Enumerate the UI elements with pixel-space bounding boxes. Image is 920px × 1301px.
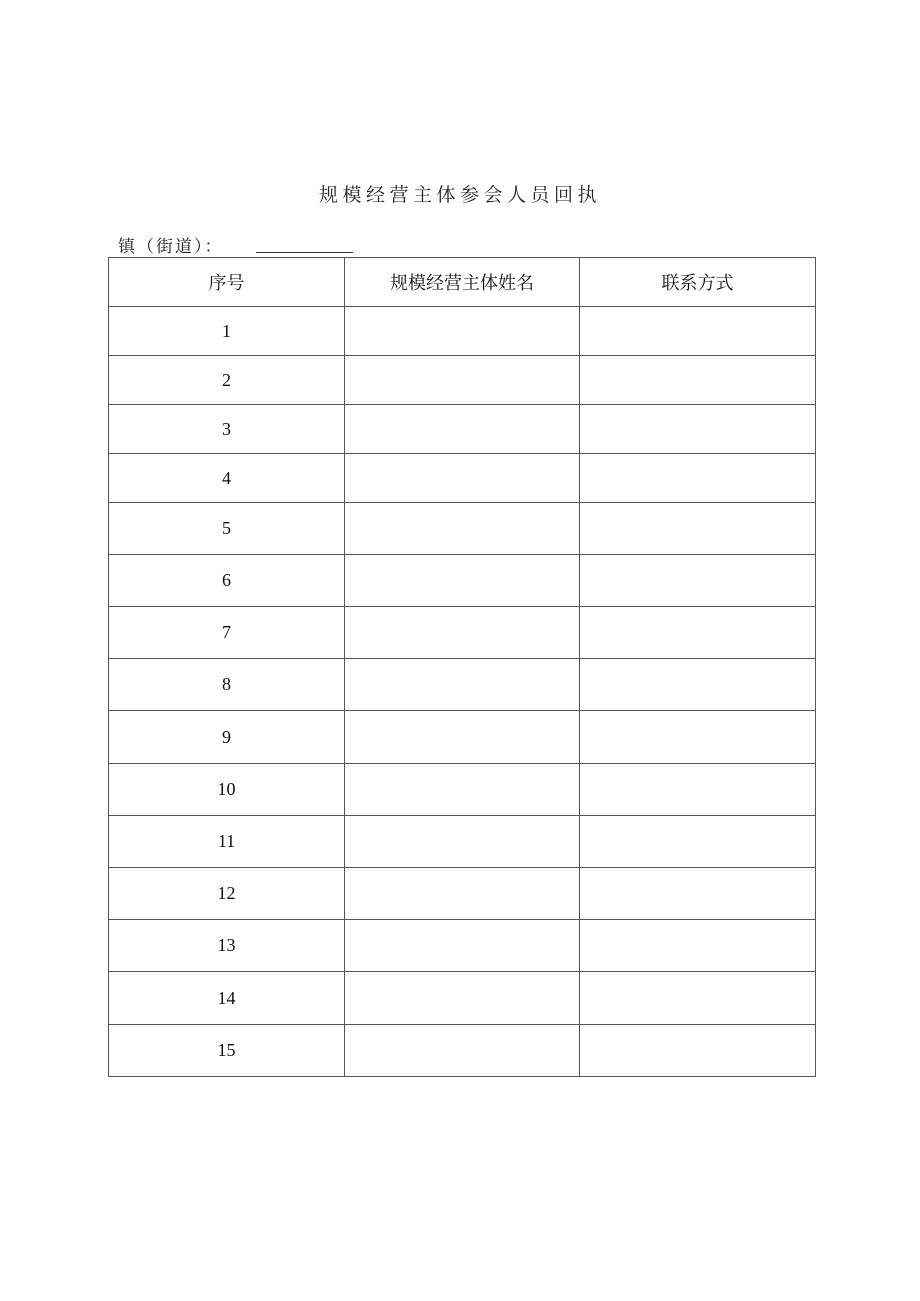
table-row (109, 1025, 816, 1077)
table-row (109, 816, 816, 868)
entity-name-cell[interactable] (345, 868, 580, 920)
table-row (109, 356, 816, 405)
contact-cell[interactable] (580, 1025, 816, 1077)
table-row (109, 659, 816, 711)
row-index: 8 (109, 659, 345, 711)
row-index: 10 (109, 764, 345, 816)
row-index: 4 (109, 454, 345, 503)
contact-cell[interactable] (580, 920, 816, 972)
town-blank-field[interactable] (256, 252, 353, 253)
table-row (109, 454, 816, 503)
header-contact: 联系方式 (580, 258, 816, 307)
contact-cell[interactable] (580, 356, 816, 405)
entity-name-cell[interactable] (345, 405, 580, 454)
entity-name-cell[interactable] (345, 1025, 580, 1077)
contact-cell[interactable] (580, 816, 816, 868)
contact-cell[interactable] (580, 659, 816, 711)
table-row (109, 868, 816, 920)
table-row (109, 711, 816, 764)
table-row (109, 607, 816, 659)
entity-name-cell[interactable] (345, 356, 580, 405)
entity-name-cell[interactable] (345, 711, 580, 764)
table-row (109, 307, 816, 356)
entity-name-cell[interactable] (345, 920, 580, 972)
entity-name-cell[interactable] (345, 307, 580, 356)
row-index: 12 (109, 868, 345, 920)
row-index: 7 (109, 607, 345, 659)
table-row (109, 405, 816, 454)
contact-cell[interactable] (580, 972, 816, 1025)
header-entity-name: 规模经营主体姓名 (345, 258, 580, 307)
table-row (109, 555, 816, 607)
row-index: 1 (109, 307, 345, 356)
entity-name-cell[interactable] (345, 764, 580, 816)
table-row (109, 920, 816, 972)
table-row (109, 503, 816, 555)
row-index: 2 (109, 356, 345, 405)
contact-cell[interactable] (580, 607, 816, 659)
row-index: 5 (109, 503, 345, 555)
document-title: 规模经营主体参会人员回执 (318, 184, 601, 206)
attendee-table (108, 257, 816, 1077)
entity-name-cell[interactable] (345, 816, 580, 868)
entity-name-cell[interactable] (345, 972, 580, 1025)
contact-cell[interactable] (580, 764, 816, 816)
contact-cell[interactable] (580, 868, 816, 920)
row-index: 3 (109, 405, 345, 454)
table-row (109, 972, 816, 1025)
contact-cell[interactable] (580, 307, 816, 356)
row-index: 15 (109, 1025, 345, 1077)
entity-name-cell[interactable] (345, 555, 580, 607)
contact-cell[interactable] (580, 405, 816, 454)
table-row (109, 764, 816, 816)
entity-name-cell[interactable] (345, 503, 580, 555)
row-index: 11 (109, 816, 345, 868)
contact-cell[interactable] (580, 454, 816, 503)
entity-name-cell[interactable] (345, 607, 580, 659)
entity-name-cell[interactable] (345, 454, 580, 503)
town-label: 镇（街道）： (118, 237, 224, 257)
contact-cell[interactable] (580, 711, 816, 764)
row-index: 9 (109, 711, 345, 764)
row-index: 14 (109, 972, 345, 1025)
contact-cell[interactable] (580, 555, 816, 607)
table-header-row (109, 258, 816, 307)
entity-name-cell[interactable] (345, 659, 580, 711)
contact-cell[interactable] (580, 503, 816, 555)
row-index: 13 (109, 920, 345, 972)
header-index: 序号 (109, 258, 345, 307)
row-index: 6 (109, 555, 345, 607)
